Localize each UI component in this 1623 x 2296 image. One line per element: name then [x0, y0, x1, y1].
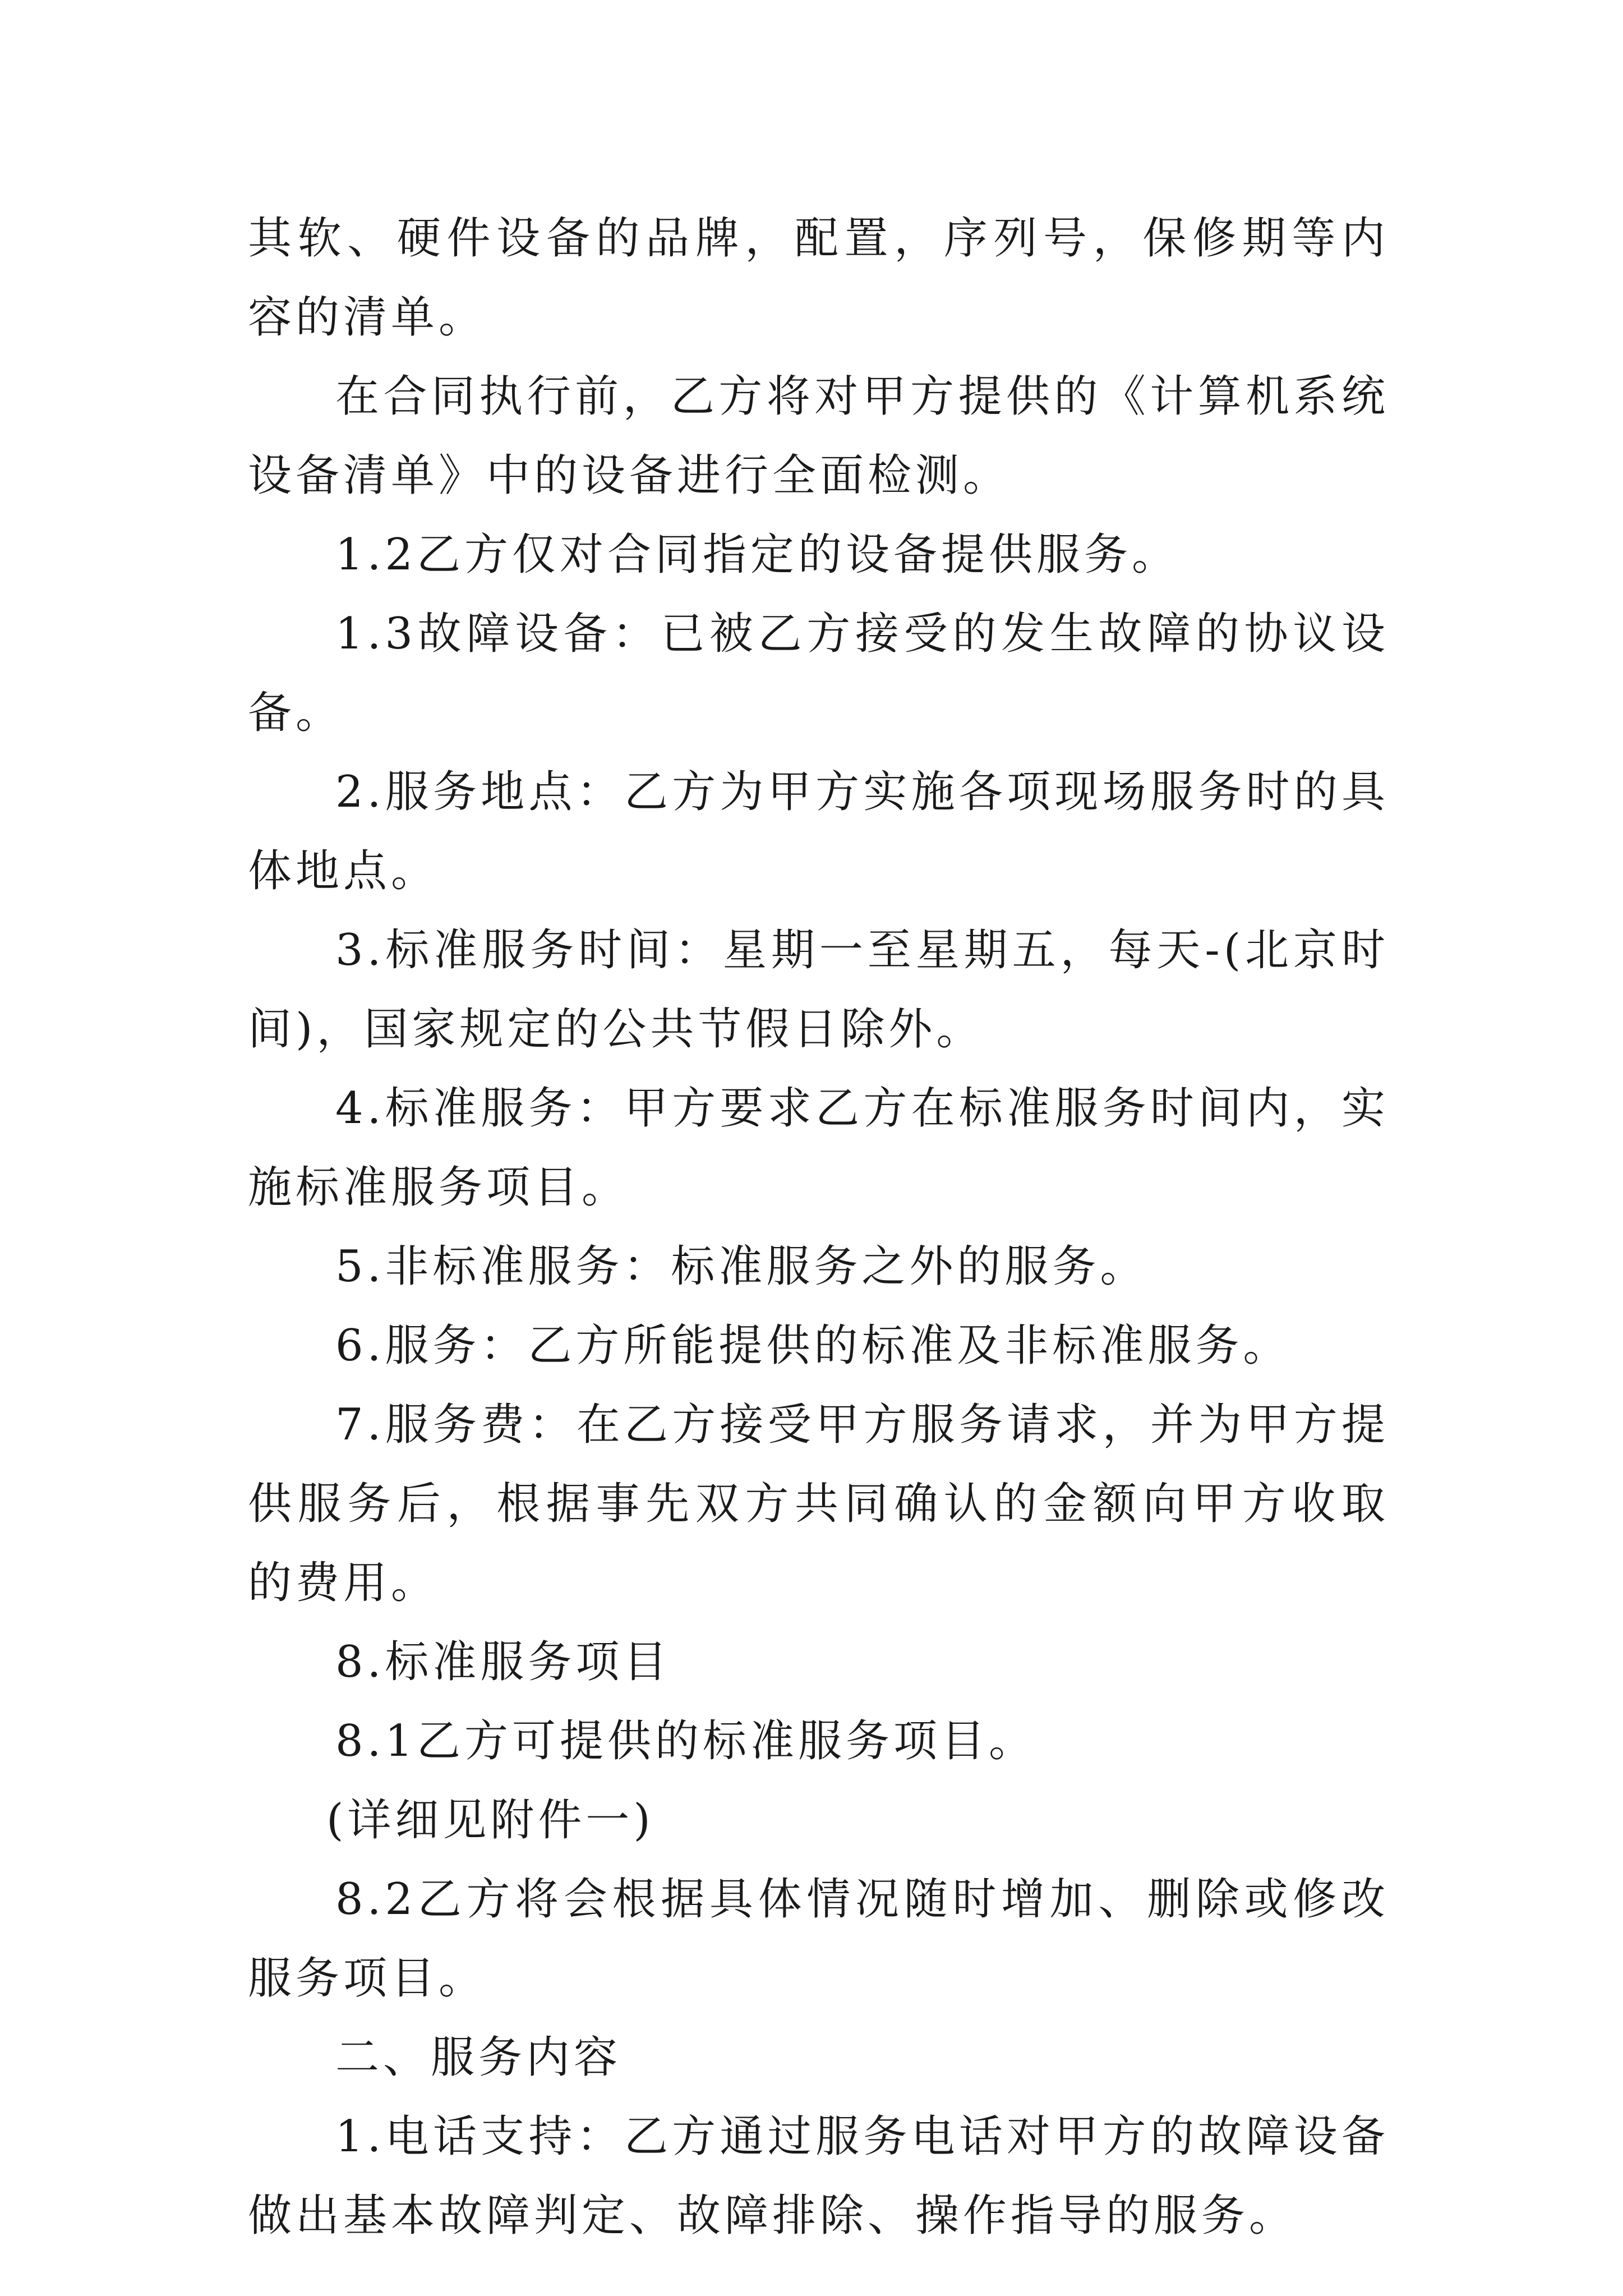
- section-heading-service-content: 二、服务内容: [335, 2032, 622, 2083]
- paragraph-clause-1-2: 1.2乙方仅对合同指定的设备提供服务。: [335, 530, 1180, 580]
- paragraph-clause-8-1: 8.1乙方可提供的标准服务项目。: [335, 1716, 1037, 1766]
- paragraph-clause-5: 5.非标准服务：标准服务之外的服务。: [335, 1241, 1148, 1292]
- paragraph-clause-2: 2.服务地点：乙方为甲方实施各项现场服务时的具体地点。: [248, 767, 1389, 896]
- paragraph-see-appendix: (详细见附件一): [326, 1795, 654, 1846]
- paragraph-clause-7: 7.服务费：在乙方接受甲方服务请求，并为甲方提供服务后，根据事先双方共同确认的金额向甲方收取的费用。: [248, 1400, 1389, 1608]
- paragraph-clause-4: 4.标准服务：甲方要求乙方在标准服务时间内，实施标准服务项目。: [248, 1083, 1389, 1213]
- paragraph-clause-8: 8.标准服务项目: [335, 1637, 671, 1687]
- paragraph-clause-6: 6.服务：乙方所能提供的标准及非标准服务。: [335, 1320, 1291, 1371]
- paragraph-clause-1-3: 1.3故障设备：已被乙方接受的发生故障的协议设备。: [248, 609, 1389, 738]
- document-body: [248, 199, 1389, 2256]
- paragraph-pre-contract-inspection: 在合同执行前，乙方将对甲方提供的《计算机系统设备清单》中的设备进行全面检测。: [248, 371, 1389, 501]
- paragraph-phone-support: 1.电话支持：乙方通过服务电话对甲方的故障设备做出基本故障判定、故障排除、操作指导的服务。: [248, 2111, 1389, 2241]
- paragraph-clause-3: 3.标准服务时间：星期一至星期五，每天-(北京时间)，国家规定的公共节假日除外。: [248, 925, 1389, 1055]
- paragraph-clause-8-2: 8.2乙方将会根据具体情况随时增加、删除或修改服务项目。: [248, 1874, 1389, 2004]
- paragraph-continuation: 其软、硬件设备的品牌，配置，序列号，保修期等内容的清单。: [248, 213, 1389, 343]
